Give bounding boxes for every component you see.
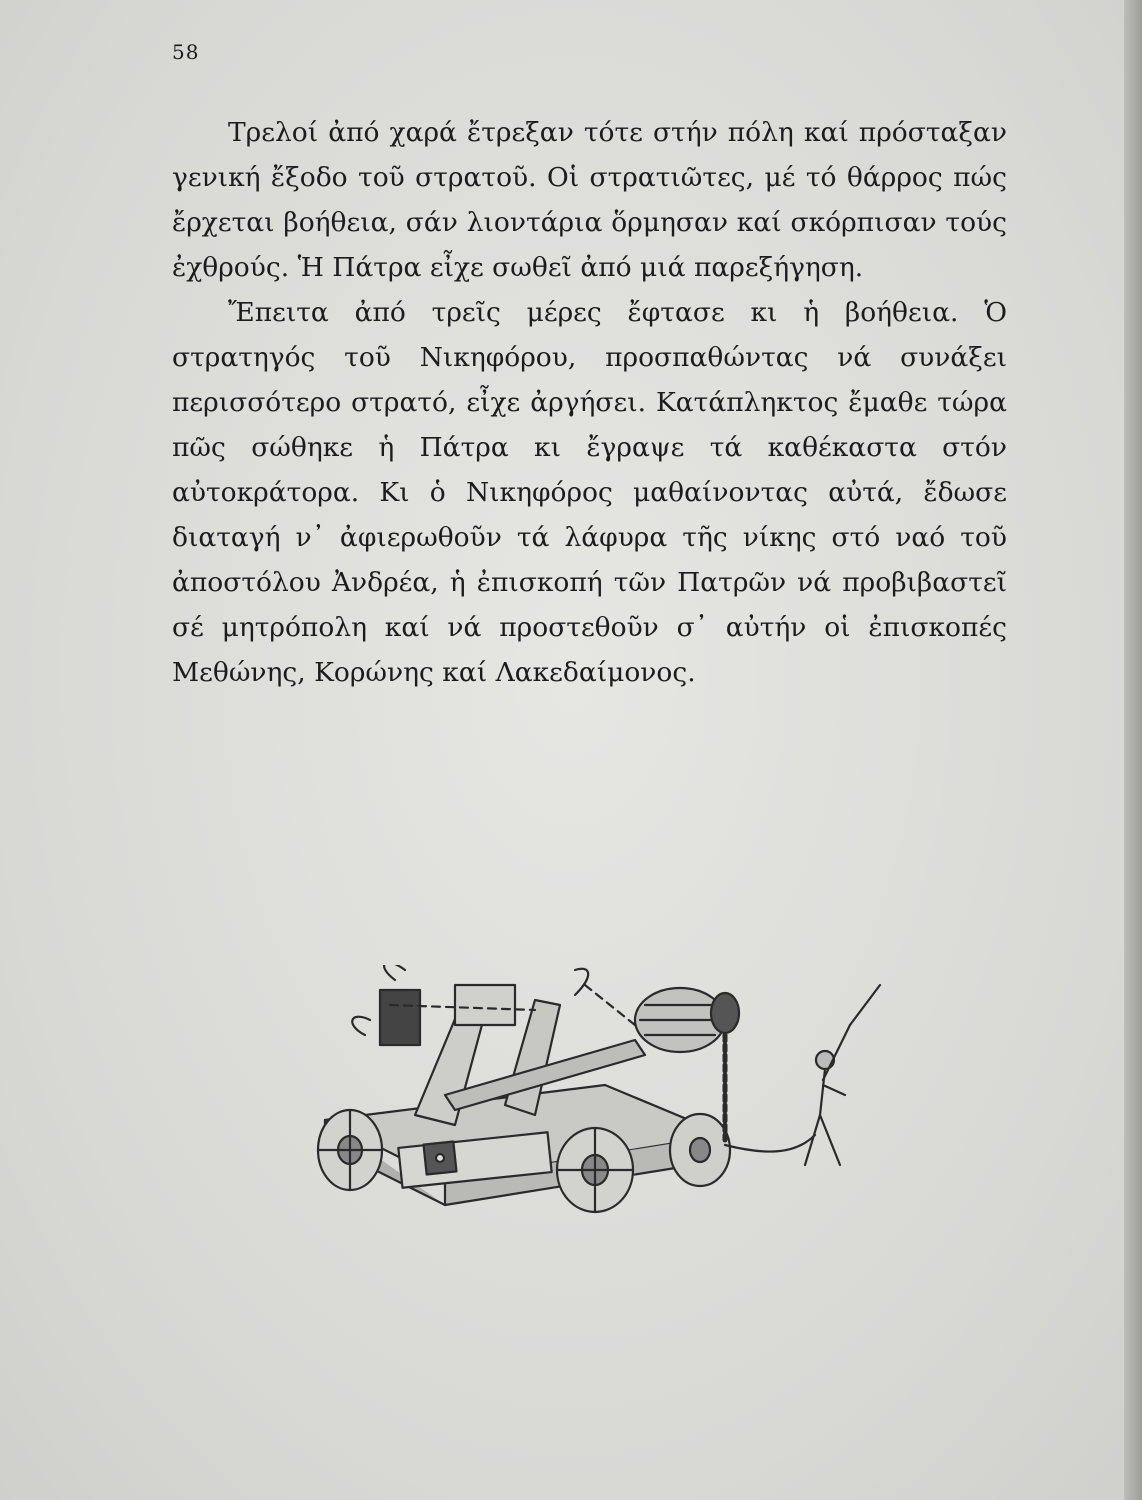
body-text: [172, 110, 1007, 695]
wheel-back-icon: [670, 1114, 730, 1186]
page-edge-shadow: [1124, 0, 1142, 1500]
catapult-illustration: [305, 965, 1015, 1235]
paragraph-2: Ἔπειτα ἀπό τρεῖς μέρες ἔφτασε κι ἡ βοήθεια. Ὁ στρατηγός τοῦ Νικηφόρου, προσπαθώντας νά συνάξει περισσότερο στρατό, εἶχε ἀργήσει. Κατάπληκτος ἔμαθε τώρα πῶς σώθηκε ἡ Πάτρα κι ἔγραψε τά καθέκαστα στόν αὐτοκράτορα. Κι ὁ Νικηφόρος μαθαίνοντας αὐτά, ἔδωσε διαταγή ν᾿ ἀφιερωθοῦν τά λάφυρα τῆς νίκης στό ναό τοῦ ἀποστόλου Ἀνδρέα, ἡ ἐπισκοπή τῶν Πατρῶν νά προβιβαστεῖ σέ μητρόπολη καί νά προστεθοῦν σ᾿ αὐτήν οἱ ἐπισκοπές Μεθώνης, Κορώνης καί Λακεδαίμονος.: [172, 297, 1007, 688]
wheel-left-icon: [318, 1110, 382, 1190]
wheel-right-icon: [557, 1128, 633, 1212]
soldier-figure-icon: [805, 985, 880, 1165]
page-number: 58: [172, 40, 200, 64]
paragraph-1: Τρελοί ἀπό χαρά ἔτρεξαν τότε στήν πόλη καί πρόσταξαν γενική ἔξοδο τοῦ στρατοῦ. Οἱ στρατιῶτες, μέ τό θάρρος πώς ἔρχεται βοήθεια, σάν λιοντάρια ὅρμησαν καί σκόρπισαν τούς ἐχθρούς. Ἡ Πάτρα εἶχε σωθεῖ ἀπό μιά παρεξήγηση.: [172, 117, 1007, 283]
